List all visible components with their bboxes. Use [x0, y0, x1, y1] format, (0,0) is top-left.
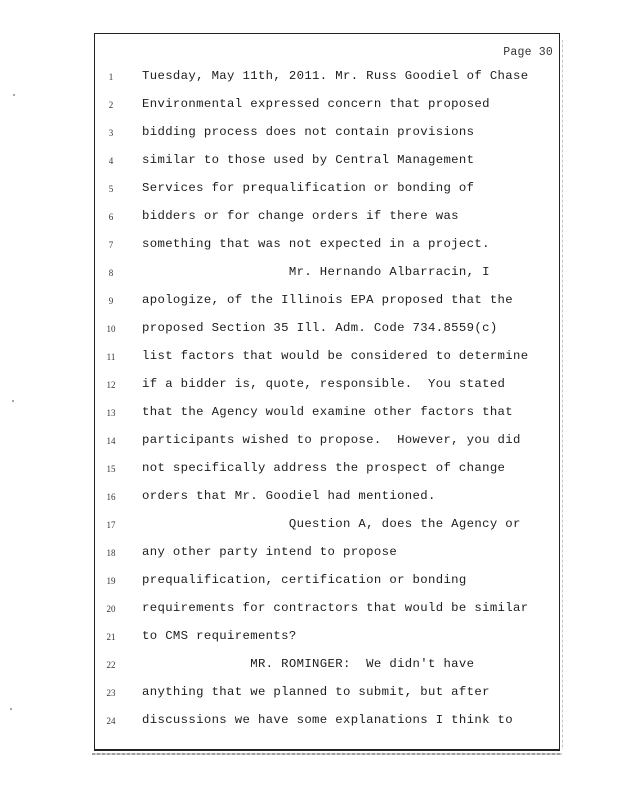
line-number: 3: [108, 128, 114, 138]
right-edge-shadow: [562, 40, 563, 750]
line-number: 20: [106, 604, 116, 614]
transcript-line: [95, 263, 559, 285]
line-text: if a bidder is, quote, responsible. You stated: [142, 377, 506, 391]
line-number: 5: [108, 184, 114, 194]
line-number: 13: [106, 408, 116, 418]
line-number: 15: [106, 464, 116, 474]
line-text: apologize, of the Illinois EPA proposed that the: [142, 293, 514, 307]
transcript-line: [95, 627, 559, 649]
transcript-line: [95, 599, 559, 621]
scan-speck: [12, 400, 14, 402]
line-number: 24: [106, 716, 116, 726]
line-number: 18: [106, 548, 116, 558]
line-number: 8: [108, 268, 114, 278]
transcript-line: [95, 515, 559, 537]
bottom-edge-shadow: [92, 753, 562, 755]
line-text: bidding process does not contain provisions: [142, 125, 475, 139]
line-text: orders that Mr. Goodiel had mentioned.: [142, 489, 436, 503]
line-text: Tuesday, May 11th, 2011. Mr. Russ Goodiel of Chase: [142, 69, 529, 83]
line-text: to CMS requirements?: [142, 629, 297, 643]
transcript-line: [95, 655, 559, 677]
line-number: 16: [106, 492, 116, 502]
line-number: 14: [106, 436, 116, 446]
line-text: Environmental expressed concern that proposed: [142, 97, 490, 111]
line-text: similar to those used by Central Management: [142, 153, 475, 167]
transcript-line: [95, 151, 559, 173]
transcript-line: [95, 375, 559, 397]
line-number: 17: [106, 520, 116, 530]
line-number: 9: [108, 296, 114, 306]
line-text: discussions we have some explanations I think to: [142, 713, 514, 727]
line-number: 11: [106, 352, 116, 362]
line-number: 21: [106, 632, 116, 642]
line-text: MR. ROMINGER: We didn't have: [142, 657, 475, 671]
transcript-page: [94, 33, 560, 751]
line-number: 6: [108, 212, 114, 222]
transcript-line: [95, 543, 559, 565]
line-number: 22: [106, 660, 116, 670]
line-text: something that was not expected in a project.: [142, 237, 490, 251]
transcript-line: [95, 95, 559, 117]
line-number: 23: [106, 688, 116, 698]
line-text: list factors that would be considered to determine: [142, 349, 529, 363]
line-text: bidders or for change orders if there was: [142, 209, 459, 223]
line-number: 7: [108, 240, 114, 250]
line-number: 19: [106, 576, 116, 586]
transcript-line: [95, 571, 559, 593]
transcript-line: [95, 711, 559, 733]
transcript-line: [95, 487, 559, 509]
transcript-line: [95, 179, 559, 201]
line-text: that the Agency would examine other factors that: [142, 405, 514, 419]
line-text: any other party intend to propose: [142, 545, 398, 559]
transcript-line: [95, 291, 559, 313]
transcript-line: [95, 347, 559, 369]
line-text: anything that we planned to submit, but after: [142, 685, 490, 699]
line-number: 4: [108, 156, 114, 166]
line-text: Services for prequalification or bonding of: [142, 181, 475, 195]
line-number: 2: [108, 100, 114, 110]
scan-speck: [13, 94, 15, 96]
line-text: Question A, does the Agency or: [142, 517, 521, 531]
line-number: 12: [106, 380, 116, 390]
transcript-line: [95, 431, 559, 453]
line-text: requirements for contractors that would be similar: [142, 601, 529, 615]
transcript-line: [95, 207, 559, 229]
page-number: Page 30: [503, 46, 553, 59]
transcript-line: [95, 459, 559, 481]
line-text: not specifically address the prospect of change: [142, 461, 506, 475]
line-number: 10: [106, 324, 116, 334]
transcript-line: [95, 319, 559, 341]
transcript-line: [95, 235, 559, 257]
line-number: 1: [108, 72, 114, 82]
line-text: proposed Section 35 Ill. Adm. Code 734.8559(c): [142, 321, 498, 335]
line-text: prequalification, certification or bonding: [142, 573, 467, 587]
transcript-line: [95, 403, 559, 425]
transcript-line: [95, 683, 559, 705]
line-text: participants wished to propose. However, you did: [142, 433, 521, 447]
line-text: Mr. Hernando Albarracin, I: [142, 265, 490, 279]
transcript-line: [95, 67, 559, 89]
transcript-line: [95, 123, 559, 145]
scan-speck: [10, 708, 12, 710]
